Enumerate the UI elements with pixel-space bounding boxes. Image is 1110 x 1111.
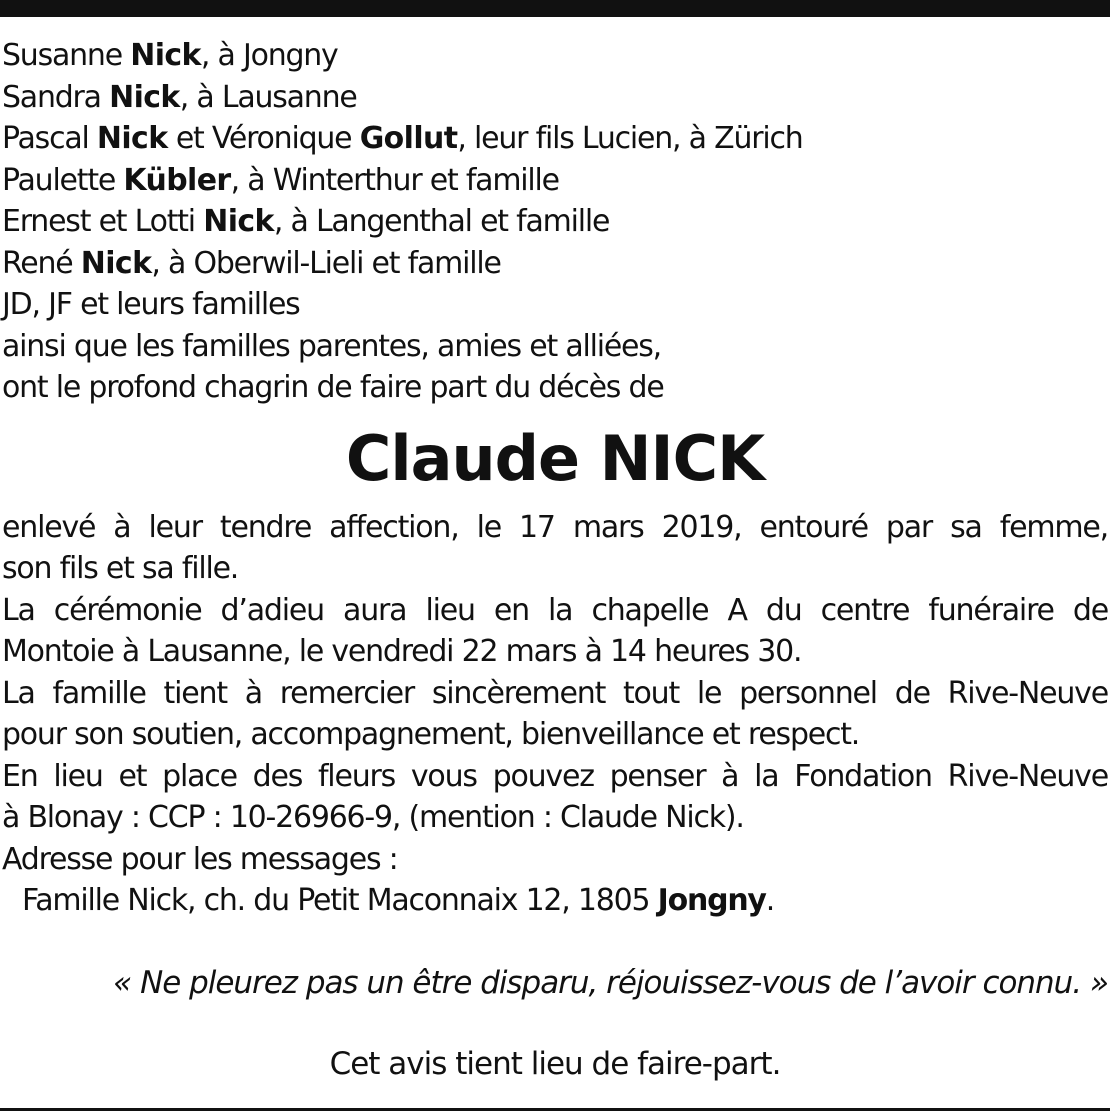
family-line: ainsi que les familles parentes, amies et alliées, xyxy=(2,328,662,364)
notice-body xyxy=(2,507,1108,922)
obituary-notice xyxy=(2,35,1108,1085)
deceased-name: Claude NICK xyxy=(345,421,765,495)
family-line: René Nick, à Oberwil-Lieli et famille xyxy=(2,245,501,281)
memorial-quote: « Ne pleurez pas un être disparu, réjouissez-vous de l’avoir connu. » xyxy=(113,964,1109,1001)
family-line: Ernest et Lotti Nick, à Langenthal et famille xyxy=(2,204,610,239)
family-line: Paulette Kübler, à Winterthur et famille xyxy=(2,162,559,198)
body-line: pour son soutien, accompagnement, bienveillance et respect. xyxy=(2,717,860,752)
family-line: Susanne Nick, à Jongny xyxy=(2,38,338,73)
body-line: La cérémonie d’adieu aura lieu en la chapelle A du centre funéraire de xyxy=(2,592,1108,628)
body-line: Adresse pour les messages : xyxy=(2,841,398,877)
body-line: son fils et sa fille. xyxy=(2,551,239,586)
body-line: La famille tient à remercier sincèrement tout le personnel de Rive-Neuve xyxy=(2,675,1108,711)
top-border-rule xyxy=(0,0,1110,17)
body-line: à Blonay : CCP : 10-26966-9, (mention : Claude Nick). xyxy=(2,800,744,835)
announcement-line: ont le profond chagrin de faire part du décès de xyxy=(2,370,664,405)
body-line: En lieu et place des fleurs vous pouvez penser à la Fondation Rive-Neuve xyxy=(2,758,1108,794)
family-list xyxy=(2,35,1108,409)
family-line: JD, JF et leurs familles xyxy=(2,287,300,322)
message-address: Famille Nick, ch. du Petit Maconnaix 12, 1805 Jongny. xyxy=(21,883,775,918)
body-line: enlevé à leur tendre affection, le 17 mars 2019, entouré par sa femme, xyxy=(2,509,1108,545)
closing-note: Cet avis tient lieu de faire-part. xyxy=(329,1045,781,1082)
family-line: Pascal Nick et Véronique Gollut, leur fils Lucien, à Zürich xyxy=(2,121,803,156)
body-line: Montoie à Lausanne, le vendredi 22 mars à 14 heures 30. xyxy=(2,634,802,669)
family-line: Sandra Nick, à Lausanne xyxy=(2,79,357,115)
